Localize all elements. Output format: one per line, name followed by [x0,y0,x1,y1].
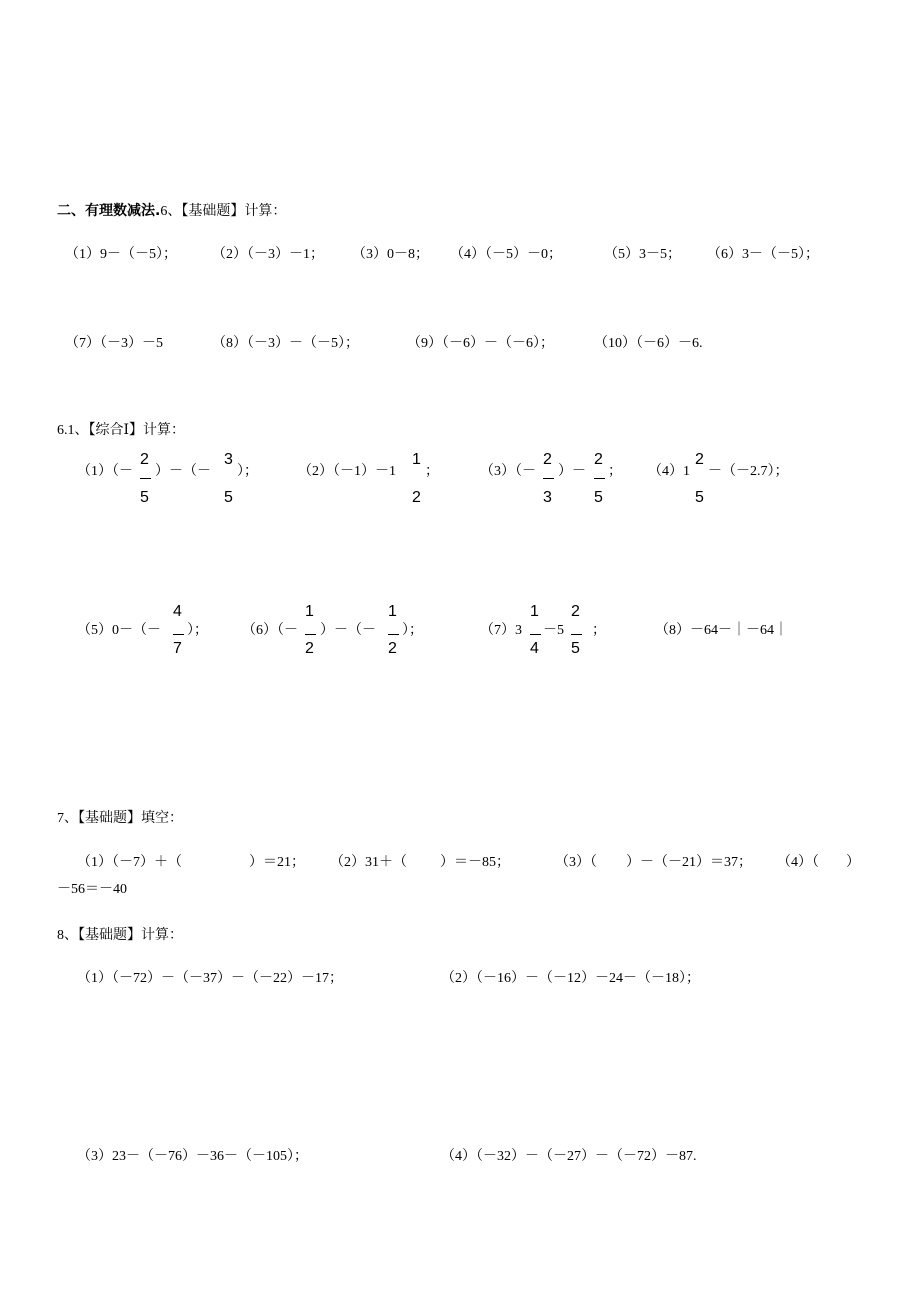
s61-p6-mid: ）－（－ [320,623,376,638]
s61-p7-bar1 [530,634,541,635]
s7-q4-end: ） [846,855,860,870]
s7-q4: （4）（ [777,855,819,870]
s61-p1-den2: 5 [224,489,233,506]
s61-p7-num1: 1 [530,603,539,620]
s61-p3-suffix: ； [608,464,622,479]
s8-q4: （4）（－32）－（－27）－（－72）－87. [441,1149,697,1164]
s8-q3: （3）23－（－76）－36－（－105）； [77,1149,308,1164]
section-title-bold: 二、有理数减法. [57,203,161,219]
s61-p7-bar2 [571,634,582,635]
problem-8: （8）（－3）－（－5）； [212,336,359,351]
s61-p2-num: 1 [412,451,421,468]
s61-p7-den1: 4 [530,640,539,657]
s61-p5-prefix: （5）0－（－ [77,623,161,638]
section-7-title: 7、【基础题】填空： [57,811,183,826]
s61-p1-num2: 3 [224,451,233,468]
section-title-rest: 6、【基础题】计算： [160,204,287,219]
s7-q1-end: ）＝21； [249,855,305,870]
problem-9: （9）（－6）－（－6）； [407,336,554,351]
s61-p4-prefix: （4）1 [648,464,690,479]
s61-p7-mid: －5 [543,623,564,638]
problem-6: （6）3－（－5）； [707,247,819,262]
problem-4: （4）（－5）－0； [450,247,562,262]
s61-p5-suffix: ）； [187,623,208,638]
s7-q2-end: ）＝－85； [440,855,510,870]
s61-p3-num2: 2 [594,451,603,468]
problem-1: （1）9－（－5）； [65,247,177,262]
s7-q2: （2）31＋（ [330,855,407,870]
s61-p3-num1: 2 [543,451,552,468]
s61-p1-den1: 5 [140,489,149,506]
s61-p3-mid: ）－ [558,464,586,479]
s61-p3-bar1 [543,478,554,479]
s61-p6-den2: 2 [388,640,397,657]
s61-p7-prefix: （7）3 [480,623,522,638]
s7-q1: （1）（－7）＋（ [77,855,182,870]
s61-p1-prefix: （1）（－ [77,464,133,479]
s7-q3: （3）（ [555,855,597,870]
s61-p2-suffix: ； [425,464,439,479]
s61-p8: （8）－64－｜－64｜ [655,623,788,638]
s61-p6-suffix: ）； [402,623,423,638]
s61-p6-den1: 2 [305,640,314,657]
s61-p2-prefix: （2）（－1）－1 [298,464,396,479]
s61-p5-num: 4 [173,603,182,620]
s61-p1-suffix: ）； [237,464,258,479]
s61-p3-den2: 5 [594,489,603,506]
s61-p5-bar [173,634,184,635]
s61-p1-mid: ）－（－ [155,464,211,479]
s61-p6-bar2 [388,634,399,635]
s61-p3-bar2 [594,478,605,479]
section-8-title: 8、【基础题】计算： [57,928,183,943]
s61-p7-num2: 2 [571,603,580,620]
problem-3: （3）0－8； [352,247,429,262]
section-6-1-title: 6.1、【综合Ⅰ】计算： [57,423,186,438]
problem-2: （2）（－3）－1； [212,247,324,262]
s61-p1-num1: 2 [140,451,149,468]
s61-p7-suffix: ； [592,623,606,638]
s61-p4-num: 2 [695,451,704,468]
s61-p4-suffix: －（－2.7）； [708,464,789,479]
s61-p4-den: 5 [695,489,704,506]
problem-7: （7）（－3）－5 [65,336,163,351]
s7-q3-end: ）－（－21）＝37； [626,855,752,870]
problem-5: （5）3－5； [604,247,681,262]
s61-p1-bar1 [140,478,151,479]
s61-p6-num1: 1 [305,603,314,620]
s61-p7-den2: 5 [571,640,580,657]
s61-p3-den1: 3 [543,489,552,506]
s61-p2-den: 2 [412,489,421,506]
s8-q2: （2）（－16）－（－12）－24－（－18）； [441,971,700,986]
s61-p6-bar1 [305,634,316,635]
problem-10: （10）（－6）－6. [594,336,703,351]
s61-p5-den: 7 [173,640,182,657]
s7-q4-cont: －56＝－40 [57,882,127,897]
s61-p6-prefix: （6）（－ [242,623,298,638]
s61-p3-prefix: （3）（－ [480,464,536,479]
section-title [57,204,286,219]
s8-q1: （1）（－72）－（－37）－（－22）－17； [77,971,343,986]
s61-p6-num2: 1 [388,603,397,620]
